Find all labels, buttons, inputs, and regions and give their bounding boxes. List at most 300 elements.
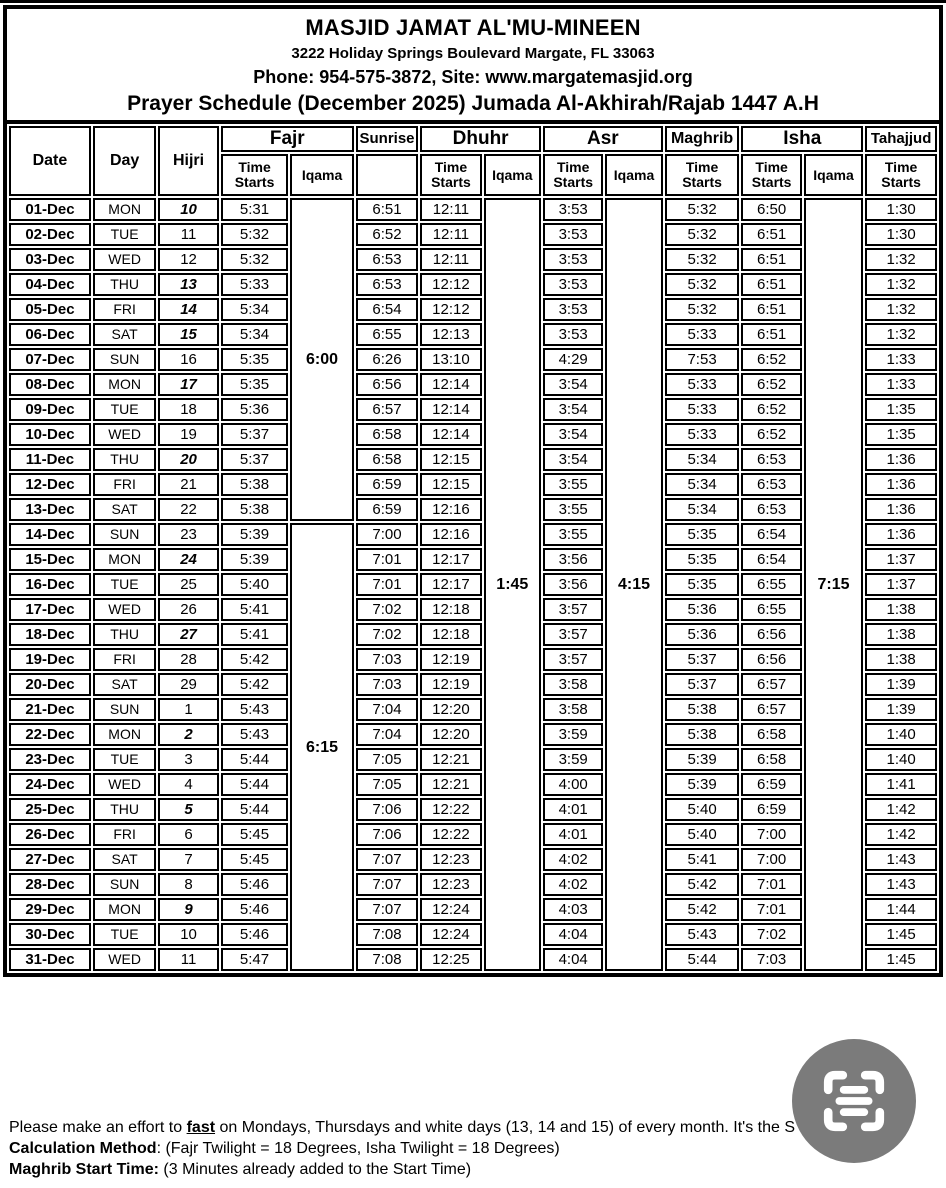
- schedule-row: [9, 923, 937, 946]
- cell-sunrise: 7:05: [356, 773, 418, 796]
- footer-line-fasting: Please make an effort to fast on Mondays, Thursdays and white days (13, 14 and 15) of every month. It's the S: [9, 1119, 796, 1136]
- cell-day: SUN: [93, 873, 156, 896]
- cell-date: 29-Dec: [9, 898, 91, 921]
- cell-maghrib-time-starts: 5:44: [665, 948, 740, 971]
- scan-document-button[interactable]: [792, 1039, 916, 1163]
- cell-day: TUE: [93, 923, 156, 946]
- cell-hijri: 11: [158, 223, 218, 246]
- cell-isha-time-starts: 6:59: [741, 798, 801, 821]
- cell-tahajjud-time-starts: 1:45: [865, 948, 937, 971]
- cell-date: 06-Dec: [9, 323, 91, 346]
- cell-fajr-time-starts: 5:46: [221, 898, 289, 921]
- cell-asr-time-starts: 4:01: [543, 798, 603, 821]
- sub-header-dhuhr-time-starts: Time Starts: [420, 154, 481, 196]
- cell-tahajjud-time-starts: 1:41: [865, 773, 937, 796]
- cell-maghrib-time-starts: 5:39: [665, 748, 740, 771]
- col-header-date: Date: [9, 126, 91, 196]
- cell-day: MON: [93, 373, 156, 396]
- cell-isha-time-starts: 6:57: [741, 698, 801, 721]
- cell-maghrib-time-starts: 5:32: [665, 273, 740, 296]
- cell-tahajjud-time-starts: 1:37: [865, 548, 937, 571]
- schedule-row: [9, 448, 937, 471]
- cell-sunrise: 6:59: [356, 498, 418, 521]
- cell-fajr-time-starts: 5:39: [221, 523, 289, 546]
- cell-maghrib-time-starts: 5:34: [665, 473, 740, 496]
- cell-sunrise: 7:08: [356, 923, 418, 946]
- cell-sunrise: 7:03: [356, 648, 418, 671]
- cell-tahajjud-time-starts: 1:33: [865, 348, 937, 371]
- cell-fajr-time-starts: 5:45: [221, 823, 289, 846]
- cell-hijri: 22: [158, 498, 218, 521]
- cell-date: 12-Dec: [9, 473, 91, 496]
- schedule-sheet: [3, 5, 943, 977]
- cell-date: 05-Dec: [9, 298, 91, 321]
- cell-maghrib-time-starts: 5:38: [665, 698, 740, 721]
- cell-maghrib-time-starts: 5:33: [665, 373, 740, 396]
- cell-hijri: 11: [158, 948, 218, 971]
- cell-asr-time-starts: 4:03: [543, 898, 603, 921]
- schedule-title: Prayer Schedule (December 2025) Jumada Al-Akhirah/Rajab 1447 A.H: [127, 92, 819, 115]
- cell-fajr-time-starts: 5:38: [221, 473, 289, 496]
- cell-day: TUE: [93, 398, 156, 421]
- cell-isha-time-starts: 7:02: [741, 923, 801, 946]
- cell-day: SAT: [93, 848, 156, 871]
- cell-tahajjud-time-starts: 1:40: [865, 748, 937, 771]
- cell-tahajjud-time-starts: 1:39: [865, 698, 937, 721]
- cell-tahajjud-time-starts: 1:33: [865, 373, 937, 396]
- schedule-row: [9, 673, 937, 696]
- cell-asr-iqama: 4:15: [605, 198, 662, 971]
- cell-hijri: 1: [158, 698, 218, 721]
- cell-asr-time-starts: 3:59: [543, 723, 603, 746]
- cell-maghrib-time-starts: 5:40: [665, 798, 740, 821]
- schedule-row: [9, 223, 937, 246]
- cell-day: SUN: [93, 348, 156, 371]
- cell-maghrib-time-starts: 5:40: [665, 823, 740, 846]
- cell-date: 02-Dec: [9, 223, 91, 246]
- cell-maghrib-time-starts: 5:33: [665, 398, 740, 421]
- cell-hijri: 16: [158, 348, 218, 371]
- cell-date: 13-Dec: [9, 498, 91, 521]
- cell-dhuhr-time-starts: 12:19: [420, 673, 481, 696]
- cell-asr-time-starts: 3:53: [543, 223, 603, 246]
- cell-maghrib-time-starts: 5:34: [665, 498, 740, 521]
- cell-fajr-time-starts: 5:47: [221, 948, 289, 971]
- cell-date: 03-Dec: [9, 248, 91, 271]
- cell-isha-time-starts: 6:52: [741, 398, 801, 421]
- cell-hijri: 4: [158, 773, 218, 796]
- cell-hijri: 12: [158, 248, 218, 271]
- schedule-row: [9, 423, 937, 446]
- cell-hijri: 5: [158, 798, 218, 821]
- table-header-row-groups: [9, 126, 937, 152]
- cell-day: MON: [93, 898, 156, 921]
- cell-date: 27-Dec: [9, 848, 91, 871]
- cell-hijri: 8: [158, 873, 218, 896]
- footer-line-maghrib-start: Maghrib Start Time: (3 Minutes already added to the Start Time): [9, 1161, 472, 1178]
- cell-sunrise: 7:00: [356, 523, 418, 546]
- cell-dhuhr-time-starts: 12:11: [420, 198, 481, 221]
- cell-hijri: 7: [158, 848, 218, 871]
- cell-sunrise: 6:53: [356, 273, 418, 296]
- sub-header-maghrib-time-starts: Time Starts: [665, 154, 740, 196]
- cell-date: 19-Dec: [9, 648, 91, 671]
- cell-fajr-time-starts: 5:35: [221, 373, 289, 396]
- sub-header-fajr-iqama: Iqama: [290, 154, 353, 196]
- cell-date: 01-Dec: [9, 198, 91, 221]
- cell-day: FRI: [93, 298, 156, 321]
- cell-date: 22-Dec: [9, 723, 91, 746]
- cell-maghrib-time-starts: 5:32: [665, 298, 740, 321]
- cell-isha-time-starts: 7:00: [741, 848, 801, 871]
- cell-dhuhr-time-starts: 12:22: [420, 823, 481, 846]
- cell-sunrise: 6:56: [356, 373, 418, 396]
- cell-isha-time-starts: 6:55: [741, 573, 801, 596]
- cell-hijri: 20: [158, 448, 218, 471]
- cell-tahajjud-time-starts: 1:32: [865, 323, 937, 346]
- schedule-table-body: [9, 198, 937, 971]
- cell-asr-time-starts: 3:56: [543, 548, 603, 571]
- cell-tahajjud-time-starts: 1:36: [865, 523, 937, 546]
- cell-day: MON: [93, 198, 156, 221]
- cell-isha-time-starts: 6:53: [741, 498, 801, 521]
- cell-day: FRI: [93, 473, 156, 496]
- cell-sunrise: 7:07: [356, 873, 418, 896]
- cell-dhuhr-time-starts: 12:22: [420, 798, 481, 821]
- cell-dhuhr-time-starts: 12:19: [420, 648, 481, 671]
- cell-tahajjud-time-starts: 1:42: [865, 798, 937, 821]
- cell-day: WED: [93, 948, 156, 971]
- cell-isha-time-starts: 6:51: [741, 223, 801, 246]
- cell-asr-time-starts: 4:01: [543, 823, 603, 846]
- cell-hijri: 27: [158, 623, 218, 646]
- masjid-contact: Phone: 954-575-3872, Site: www.margatemasjid.org: [253, 67, 693, 87]
- cell-date: 09-Dec: [9, 398, 91, 421]
- schedule-row: [9, 298, 937, 321]
- cell-fajr-time-starts: 5:46: [221, 873, 289, 896]
- cell-tahajjud-time-starts: 1:32: [865, 273, 937, 296]
- cell-dhuhr-time-starts: 12:17: [420, 548, 481, 571]
- cell-isha-time-starts: 6:54: [741, 523, 801, 546]
- cell-fajr-time-starts: 5:44: [221, 748, 289, 771]
- cell-maghrib-time-starts: 5:32: [665, 223, 740, 246]
- cell-hijri: 28: [158, 648, 218, 671]
- schedule-row: [9, 823, 937, 846]
- cell-fajr-time-starts: 5:41: [221, 623, 289, 646]
- cell-date: 17-Dec: [9, 598, 91, 621]
- cell-isha-time-starts: 6:51: [741, 273, 801, 296]
- cell-asr-time-starts: 3:54: [543, 448, 603, 471]
- cell-sunrise: 6:55: [356, 323, 418, 346]
- cell-day: THU: [93, 273, 156, 296]
- cell-tahajjud-time-starts: 1:30: [865, 198, 937, 221]
- cell-tahajjud-time-starts: 1:36: [865, 498, 937, 521]
- cell-dhuhr-time-starts: 12:15: [420, 448, 481, 471]
- cell-maghrib-time-starts: 7:53: [665, 348, 740, 371]
- cell-sunrise: 7:07: [356, 898, 418, 921]
- cell-dhuhr-time-starts: 12:16: [420, 523, 481, 546]
- cell-maghrib-time-starts: 5:36: [665, 598, 740, 621]
- schedule-row: [9, 498, 937, 521]
- cell-date: 24-Dec: [9, 773, 91, 796]
- col-header-asr: Asr: [543, 126, 663, 152]
- cell-date: 31-Dec: [9, 948, 91, 971]
- cell-day: FRI: [93, 823, 156, 846]
- cell-fajr-time-starts: 5:32: [221, 248, 289, 271]
- cell-dhuhr-time-starts: 12:21: [420, 773, 481, 796]
- cell-dhuhr-time-starts: 13:10: [420, 348, 481, 371]
- col-header-maghrib: Maghrib: [665, 126, 740, 152]
- masthead: [7, 9, 939, 124]
- cell-asr-time-starts: 3:53: [543, 248, 603, 271]
- cell-hijri: 21: [158, 473, 218, 496]
- cell-maghrib-time-starts: 5:33: [665, 323, 740, 346]
- cell-day: WED: [93, 598, 156, 621]
- masjid-address: 3222 Holiday Springs Boulevard Margate, FL 33063: [291, 45, 655, 62]
- cell-hijri: 29: [158, 673, 218, 696]
- schedule-row: [9, 598, 937, 621]
- schedule-row: [9, 648, 937, 671]
- cell-day: THU: [93, 448, 156, 471]
- cell-asr-time-starts: 3:57: [543, 648, 603, 671]
- cell-day: TUE: [93, 748, 156, 771]
- cell-tahajjud-time-starts: 1:35: [865, 398, 937, 421]
- cell-asr-time-starts: 3:58: [543, 673, 603, 696]
- schedule-row: [9, 748, 937, 771]
- cell-fajr-time-starts: 5:37: [221, 448, 289, 471]
- cell-sunrise: 7:01: [356, 548, 418, 571]
- cell-fajr-time-starts: 5:42: [221, 648, 289, 671]
- schedule-row: [9, 273, 937, 296]
- cell-isha-time-starts: 7:01: [741, 898, 801, 921]
- cell-isha-time-starts: 6:51: [741, 248, 801, 271]
- cell-fajr-time-starts: 5:44: [221, 773, 289, 796]
- cell-tahajjud-time-starts: 1:43: [865, 848, 937, 871]
- cell-dhuhr-time-starts: 12:11: [420, 248, 481, 271]
- cell-asr-time-starts: 3:53: [543, 323, 603, 346]
- schedule-row: [9, 848, 937, 871]
- sub-header-isha-iqama: Iqama: [804, 154, 863, 196]
- cell-asr-time-starts: 3:58: [543, 698, 603, 721]
- cell-tahajjud-time-starts: 1:39: [865, 673, 937, 696]
- cell-isha-time-starts: 6:54: [741, 548, 801, 571]
- cell-date: 28-Dec: [9, 873, 91, 896]
- cell-fajr-time-starts: 5:32: [221, 223, 289, 246]
- cell-tahajjud-time-starts: 1:40: [865, 723, 937, 746]
- cell-day: FRI: [93, 648, 156, 671]
- cell-sunrise: 6:59: [356, 473, 418, 496]
- cell-date: 16-Dec: [9, 573, 91, 596]
- cell-date: 08-Dec: [9, 373, 91, 396]
- schedule-row: [9, 348, 937, 371]
- cell-dhuhr-time-starts: 12:23: [420, 848, 481, 871]
- cell-sunrise: 7:04: [356, 723, 418, 746]
- cell-hijri: 19: [158, 423, 218, 446]
- cell-sunrise: 7:07: [356, 848, 418, 871]
- cell-asr-time-starts: 3:56: [543, 573, 603, 596]
- cell-fajr-time-starts: 5:35: [221, 348, 289, 371]
- col-header-hijri: Hijri: [158, 126, 218, 196]
- cell-hijri: 15: [158, 323, 218, 346]
- schedule-row: [9, 723, 937, 746]
- cell-hijri: 9: [158, 898, 218, 921]
- cell-isha-time-starts: 6:52: [741, 423, 801, 446]
- cell-dhuhr-time-starts: 12:20: [420, 698, 481, 721]
- cell-tahajjud-time-starts: 1:32: [865, 248, 937, 271]
- cell-dhuhr-time-starts: 12:24: [420, 898, 481, 921]
- cell-isha-time-starts: 6:56: [741, 623, 801, 646]
- schedule-row: [9, 198, 937, 221]
- cell-hijri: 17: [158, 373, 218, 396]
- cell-hijri: 18: [158, 398, 218, 421]
- cell-isha-time-starts: 6:55: [741, 598, 801, 621]
- cell-maghrib-time-starts: 5:42: [665, 898, 740, 921]
- cell-fajr-time-starts: 5:42: [221, 673, 289, 696]
- cell-date: 07-Dec: [9, 348, 91, 371]
- sub-header-asr-time-starts: Time Starts: [543, 154, 603, 196]
- cell-dhuhr-time-starts: 12:14: [420, 423, 481, 446]
- schedule-row: [9, 548, 937, 571]
- cell-tahajjud-time-starts: 1:38: [865, 648, 937, 671]
- scan-document-icon: [811, 1058, 897, 1144]
- cell-fajr-iqama-second-half: 6:15: [290, 523, 353, 971]
- cell-asr-time-starts: 3:55: [543, 473, 603, 496]
- cell-fajr-time-starts: 5:33: [221, 273, 289, 296]
- schedule-row: [9, 373, 937, 396]
- cell-maghrib-time-starts: 5:43: [665, 923, 740, 946]
- cell-isha-time-starts: 7:01: [741, 873, 801, 896]
- cell-hijri: 13: [158, 273, 218, 296]
- cell-dhuhr-time-starts: 12:23: [420, 873, 481, 896]
- cell-tahajjud-time-starts: 1:36: [865, 448, 937, 471]
- schedule-row: [9, 698, 937, 721]
- sub-header-sunrise-blank: [356, 154, 418, 196]
- cell-date: 15-Dec: [9, 548, 91, 571]
- cell-dhuhr-time-starts: 12:17: [420, 573, 481, 596]
- masjid-name: MASJID JAMAT AL'MU-MINEEN: [305, 15, 641, 40]
- cell-fajr-time-starts: 5:36: [221, 398, 289, 421]
- cell-maghrib-time-starts: 5:35: [665, 573, 740, 596]
- cell-day: SUN: [93, 698, 156, 721]
- cell-asr-time-starts: 4:00: [543, 773, 603, 796]
- cell-hijri: 10: [158, 923, 218, 946]
- sub-header-asr-iqama: Iqama: [605, 154, 662, 196]
- cell-date: 26-Dec: [9, 823, 91, 846]
- cell-sunrise: 6:57: [356, 398, 418, 421]
- cell-isha-time-starts: 6:53: [741, 448, 801, 471]
- cell-asr-time-starts: 4:02: [543, 873, 603, 896]
- cell-day: TUE: [93, 223, 156, 246]
- cell-maghrib-time-starts: 5:35: [665, 548, 740, 571]
- cell-date: 11-Dec: [9, 448, 91, 471]
- cell-fajr-time-starts: 5:34: [221, 323, 289, 346]
- cell-maghrib-time-starts: 5:33: [665, 423, 740, 446]
- cell-tahajjud-time-starts: 1:36: [865, 473, 937, 496]
- cell-fajr-time-starts: 5:39: [221, 548, 289, 571]
- schedule-row: [9, 798, 937, 821]
- footer-line-calculation-method: Calculation Method: (Fajr Twilight = 18 Degrees, Isha Twilight = 18 Degrees): [9, 1140, 560, 1157]
- cell-asr-time-starts: 3:53: [543, 198, 603, 221]
- page-top-border: [0, 0, 946, 3]
- cell-sunrise: 7:03: [356, 673, 418, 696]
- cell-sunrise: 7:02: [356, 623, 418, 646]
- schedule-row: [9, 473, 937, 496]
- cell-sunrise: 6:53: [356, 248, 418, 271]
- cell-sunrise: 7:05: [356, 748, 418, 771]
- cell-isha-time-starts: 6:51: [741, 323, 801, 346]
- cell-fajr-time-starts: 5:34: [221, 298, 289, 321]
- sub-header-dhuhr-iqama: Iqama: [484, 154, 541, 196]
- cell-day: WED: [93, 423, 156, 446]
- cell-date: 20-Dec: [9, 673, 91, 696]
- cell-hijri: 6: [158, 823, 218, 846]
- cell-isha-time-starts: 6:51: [741, 298, 801, 321]
- cell-isha-iqama: 7:15: [804, 198, 863, 971]
- cell-day: WED: [93, 248, 156, 271]
- cell-isha-time-starts: 6:58: [741, 748, 801, 771]
- cell-isha-time-starts: 6:50: [741, 198, 801, 221]
- cell-sunrise: 7:08: [356, 948, 418, 971]
- cell-date: 30-Dec: [9, 923, 91, 946]
- cell-day: MON: [93, 548, 156, 571]
- cell-hijri: 2: [158, 723, 218, 746]
- schedule-row: [9, 773, 937, 796]
- sub-header-tahajjud-time-starts: Time Starts: [865, 154, 937, 196]
- cell-maghrib-time-starts: 5:42: [665, 873, 740, 896]
- cell-maghrib-time-starts: 5:37: [665, 648, 740, 671]
- cell-asr-time-starts: 3:57: [543, 623, 603, 646]
- cell-fajr-time-starts: 5:40: [221, 573, 289, 596]
- cell-fajr-time-starts: 5:46: [221, 923, 289, 946]
- cell-asr-time-starts: 4:02: [543, 848, 603, 871]
- cell-maghrib-time-starts: 5:35: [665, 523, 740, 546]
- cell-dhuhr-time-starts: 12:16: [420, 498, 481, 521]
- cell-sunrise: 7:02: [356, 598, 418, 621]
- cell-maghrib-time-starts: 5:39: [665, 773, 740, 796]
- cell-asr-time-starts: 3:54: [543, 398, 603, 421]
- cell-day: MON: [93, 723, 156, 746]
- cell-sunrise: 7:04: [356, 698, 418, 721]
- cell-dhuhr-time-starts: 12:25: [420, 948, 481, 971]
- cell-dhuhr-time-starts: 12:21: [420, 748, 481, 771]
- cell-day: SAT: [93, 323, 156, 346]
- cell-tahajjud-time-starts: 1:35: [865, 423, 937, 446]
- cell-fajr-time-starts: 5:41: [221, 598, 289, 621]
- cell-asr-time-starts: 3:53: [543, 298, 603, 321]
- cell-fajr-time-starts: 5:43: [221, 723, 289, 746]
- col-header-sunrise: Sunrise: [356, 126, 418, 152]
- cell-isha-time-starts: 6:52: [741, 348, 801, 371]
- cell-sunrise: 6:58: [356, 448, 418, 471]
- cell-dhuhr-time-starts: 12:12: [420, 273, 481, 296]
- sub-header-fajr-time-starts: Time Starts: [221, 154, 289, 196]
- cell-date: 10-Dec: [9, 423, 91, 446]
- schedule-row: [9, 948, 937, 971]
- cell-hijri: 10: [158, 198, 218, 221]
- cell-isha-time-starts: 6:58: [741, 723, 801, 746]
- cell-asr-time-starts: 4:04: [543, 923, 603, 946]
- cell-fajr-time-starts: 5:43: [221, 698, 289, 721]
- cell-isha-time-starts: 6:52: [741, 373, 801, 396]
- cell-maghrib-time-starts: 5:34: [665, 448, 740, 471]
- cell-asr-time-starts: 4:29: [543, 348, 603, 371]
- cell-day: SUN: [93, 523, 156, 546]
- cell-tahajjud-time-starts: 1:44: [865, 898, 937, 921]
- col-header-day: Day: [93, 126, 156, 196]
- fast-word: fast: [186, 1119, 216, 1136]
- cell-tahajjud-time-starts: 1:45: [865, 923, 937, 946]
- cell-dhuhr-time-starts: 12:18: [420, 623, 481, 646]
